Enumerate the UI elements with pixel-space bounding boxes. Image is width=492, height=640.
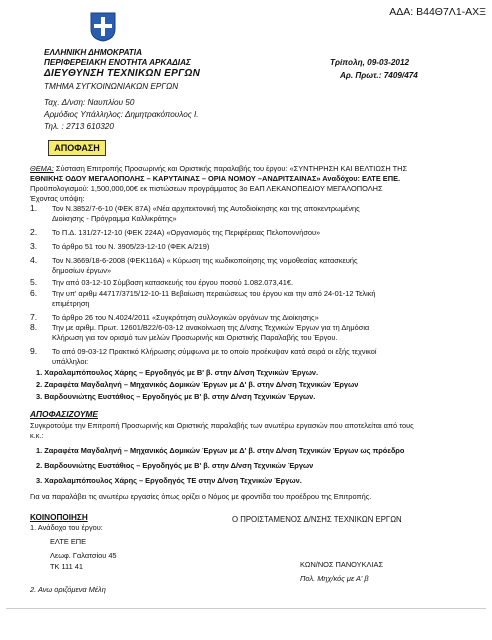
committee-member: 2. Βαρδουνιώτης Ευστάθιος – Εργοδηγός με Β' β. στην Δ/νση Τεχνικών Έργων [36,461,314,470]
consideration-number: 2. [30,227,38,237]
consideration-text: Το άρθρο 51 του Ν. 3905/23-12-10 (ΦΕΚ Α/219) [52,242,210,251]
consideration-text: Το Π.Δ. 131/27-12-10 (ΦΕΚ 224Α) «Οργανισμός της Περιφέρειας Πελοποννήσου» [52,228,321,237]
subject-line-3: Προϋπολογισμού: 1,500,000,00€ εκ πιστώσεων προγράμματος 3ο ΕΑΠ ΛΕΚΑΝΟΠΕΔΙΟΥ ΜΕΓΑΛΟΠΟΛΗΣ [30,184,383,193]
header-address: Ταχ. Δ/νση: Ναυπλίου 50 [44,98,135,107]
consideration-number: 9. [30,346,38,356]
subject-line-2: ΕΘΝΙΚΗΣ ΟΔΟΥ ΜΕΓΑΛΟΠΟΛΗΣ – ΚΑΡΥΤΑΙΝΑΣ – ΟΡΙΑ ΝΟΜΟΥ –ΑΝΔΡΙΤΣΑΙΝΑΣ» Αναδόχου: ΕΛΤΕ ΕΠΕ. [30,174,401,183]
header-region: ΠΕΡΙΦΕΡΕΙΑΚΗ ΕΝΟΤΗΤΑ ΑΡΚΑΔΙΑΣ [44,58,191,67]
signature-title: Ο ΠΡΟΙΣΤΑΜΕΝΟΣ Δ/ΝΣΗΣ ΤΕΧΝΙΚΩΝ ΕΡΓΩΝ [232,515,402,524]
consideration-text: Τον Ν.3669/18-6-2008 (ΦΕΚ116Α) « Κύρωση της κωδικοποίησης της νομοθεσίας κατασκευής [52,256,358,265]
place-date: Τρίπολη, 09-03-2012 [330,58,410,67]
consideration-number: 8. [30,322,38,332]
notification-line-3: Λεωφ. Γαλατσίου 45 [50,551,117,560]
consideration-number: 6. [30,288,38,298]
greek-coat-of-arms-icon [90,12,116,42]
consideration-text-cont: Διοίκησης - Πρόγραμμα Καλλικράτης» [52,214,177,223]
having-considered: Έχοντας υπόψη: [30,194,85,203]
consideration-number: 1. [30,203,38,213]
notification-line-4: ΤΚ 111 41 [50,562,84,571]
committee-member: 3. Χαραλαμπόπουλος Χάρης – Εργοδηγός ΤΕ στην Δ/νση Τεχνικών Έργων. [36,476,302,485]
header-directorate: ΔΙΕΥΘΥΝΣΗ ΤΕΧΝΙΚΩΝ ΕΡΓΩΝ [44,68,201,79]
header-official: Αρμόδιος Υπάλληλος: Δημητρακόπουλος Ι. [44,110,199,119]
ada-code: ΑΔΑ: Β44Θ7Λ1-ΑΧΞ [389,6,486,18]
consideration-number: 7. [30,312,38,322]
decide-closing: Για να παραλάβει τις ανωτέρω εργασίες όπως ορίζει ο Νόμος με φροντίδα του προέδρου της Επιτροπής. [30,492,372,501]
drawn-member: 1. Χαραλαμπόπουλος Χάρης – Εργοδηγός με Β' β. στην Δ/νση Τεχνικών Έργων. [36,368,319,377]
page-bottom-divider [6,608,486,609]
consideration-text: Την υπ' αριθμ 44717/3715/12-10-11 Βεβαίωση περαιώσεως του έργου και την από 24-01-12 Τελική [52,289,376,298]
consideration-text-cont: υπάλληλοι: [52,357,89,366]
decide-label: ΑΠΟΦΑΣΙΖΟΥΜΕ [30,409,98,419]
committee-member: 1. Ζαραφέτα Μαγδαληνή – Μηχανικός Δομικών Έργων με Δ' β. στην Δ/νση Τεχνικών Έργων ως πρόεδρο [36,446,405,455]
drawn-member: 3. Βαρδουνιώτης Ευστάθιος – Εργοδηγός με Β' β. στην Δ/νση Τεχνικών Έργων. [36,392,316,401]
notification-label: ΚΟΙΝΟΠΟΙΗΣΗ [30,513,88,522]
signature-role: Πολ. Μηχ/κός με Α' β [300,574,369,583]
consideration-text: Τον Ν.3852/7-6-10 (ΦΕΚ 87Α) «Νέα αρχιτεκτονική της Αυτοδιοίκησης και της αποκεντρωμένης [52,204,360,213]
protocol-number: Αρ. Πρωτ.: 7409/474 [340,71,418,80]
consideration-number: 5. [30,277,38,287]
drawn-member: 2. Ζαραφέτα Μαγδαληνή – Μηχανικός Δομικών Έργων με Δ' β. στην Δ/νση Τεχνικών Έργων [36,380,359,389]
decide-line-1: Συγκροτούμε την Επιτροπή Προσωρινής και Οριστικής παραλαβής των ανωτέρω εργασιών που αποτελείται από τους [30,421,414,430]
header-department: ΤΜΗΜΑ ΣΥΓΚΟΙΝΩΝΙΑΚΩΝ ΕΡΓΩΝ [44,82,179,91]
header-country: ΕΛΛΗΝΙΚΗ ΔΗΜΟΚΡΑΤΙΑ [44,48,142,57]
subject-text-1: Σύσταση Επιτροπής Προσωρινής και Οριστικής παραλαβής του έργου: «ΣΥΝΤΗΡΗΣΗ ΚΑΙ ΒΕΛΤΙΩΣΗ ΤΗΣ [55,164,408,173]
consideration-text-cont: δημοσίων έργων» [52,266,112,275]
consideration-text-cont: Κλήρωση για τον ορισμό των μελών Προσωρινής και Οριστικής Παραλαβής του Έργου. [52,333,338,342]
subject-line-1 [30,164,407,173]
consideration-text: Την με αριθμ. Πρωτ. 12601/Β22/6-03-12 ανακοίνωση της Δ/νσης Τεχνικών Έργων για τη Δημόσια [52,323,370,332]
header-phone: Τηλ. : 2713 610320 [44,122,114,131]
notification-line-5: 2. Ανω οριζόμενα Μέλη [30,585,106,594]
notification-line-2: ΕΛΤΕ ΕΠΕ [50,537,87,546]
consideration-number: 4. [30,255,38,265]
decide-line-2: κ.κ.: [30,431,44,440]
notification-line-1: 1. Ανάδοχο του έργου: [30,523,103,532]
consideration-number: 3. [30,241,38,251]
consideration-text: Το άρθρο 26 του Ν.4024/2011 «Συγκρότηση συλλογικών οργάνων της Διοίκησης» [52,313,319,322]
consideration-text: Την από 03-12-10 Σύμβαση κατασκευής του έργου ποσού 1.082.073,41€. [52,278,294,287]
consideration-text: Το από 09-03-12 Πρακτικό Κλήρωσης σύμφωνα με το οποίο προέκυψαν κατά σειρά οι εξής τεχνικοί [52,347,377,356]
decision-label: ΑΠΟΦΑΣΗ [48,140,106,156]
subject-label: ΘΕΜΑ: [30,164,54,173]
signature-name: ΚΩΝ/ΝΟΣ ΠΑΝΟΥΚΛΙΑΣ [300,560,384,569]
consideration-text-cont: επιμέτρηση [52,299,90,308]
